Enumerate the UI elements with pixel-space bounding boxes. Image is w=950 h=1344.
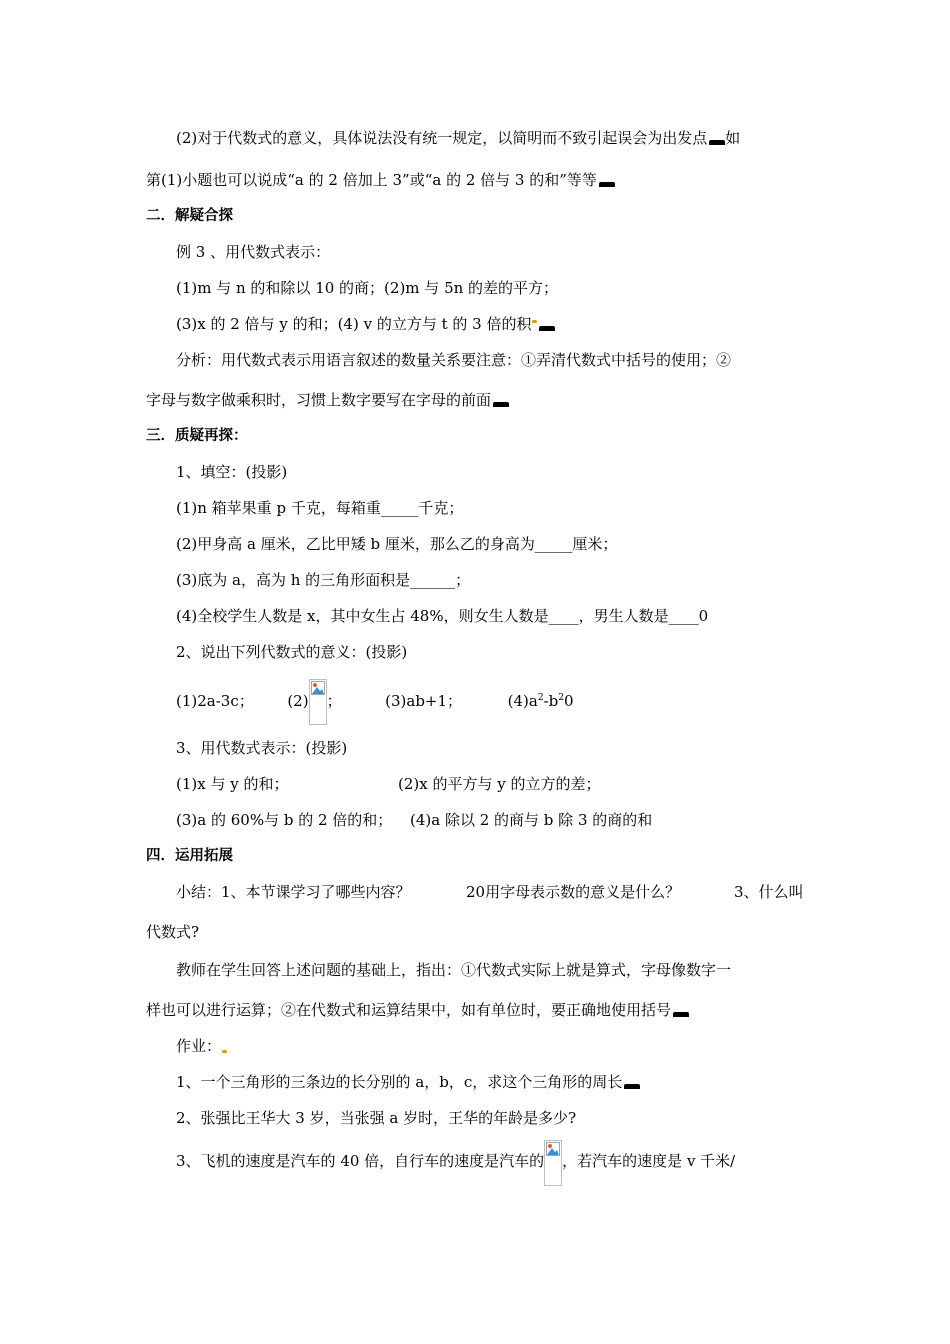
broken-image-icon — [544, 1140, 562, 1186]
teacher-line1: 教师在学生回答上述问题的基础上，指出：①代数式实际上就是算式，字母像数字一 — [176, 961, 732, 979]
paragraph-mark-icon — [599, 182, 615, 187]
example3-item2 — [176, 314, 836, 334]
example3-item1: (1)m 与 n 的和除以 10 的商；(2)m 与 5n 的差的平方； — [176, 279, 559, 297]
homework-item1-text: 1、一个三角形的三条边的长分别的 a，b，c，求这个三角形的周长 — [176, 1073, 623, 1091]
homework-item3-part2: ，若汽车的速度是 v 千米/ — [562, 1152, 736, 1170]
paragraph-mark-icon — [709, 140, 725, 145]
q1-item4: (4)全校学生人数是 x，其中女生占 48%，则女生人数是____，男生人数是____0 — [176, 607, 709, 625]
paragraph-mark-icon — [624, 1084, 640, 1089]
q2-item1: (1)2a-3c； — [176, 692, 254, 710]
q3-item2: (2)x 的平方与 y 的立方的差； — [398, 775, 601, 793]
q2-item2-tail: ； — [326, 692, 342, 710]
analysis-line2 — [146, 390, 806, 410]
edit-mark-icon — [222, 1050, 227, 1053]
para1-line2 — [146, 170, 806, 190]
summary-line2: 代数式? — [146, 923, 200, 941]
q2-item4-sup1: 2 — [537, 693, 544, 703]
q3-item1: (1)x 与 y 的和； — [176, 775, 289, 793]
q2-title: 2、说出下列代数式的意义：(投影) — [176, 643, 408, 661]
section2-heading: 二．解疑合探 — [146, 208, 233, 224]
summary-part1: 小结：1、本节课学习了哪些内容？ — [176, 883, 411, 901]
homework-item2: 2、张强比王华大 3 岁，当张强 a 岁时，王华的年龄是多少? — [176, 1109, 577, 1127]
para1-line2-text: 第(1)小题也可以说成“a 的 2 倍加上 3”或“a 的 2 倍与 3 的和”等等 — [146, 171, 597, 189]
q2-items — [176, 672, 836, 724]
q3-item3: (3)a 的 60%与 b 的 2 倍的和； — [176, 811, 393, 829]
q3-item4: (4)a 除以 2 的商与 b 除 3 的商的和 — [410, 811, 653, 829]
q2-item4-mid: -b — [543, 692, 559, 710]
q1-title: 1、填空：(投影) — [176, 463, 288, 481]
summary-part2: 20用字母表示数的意义是什么？ — [466, 883, 681, 901]
q3-title: 3、用代数式表示：(投影) — [176, 739, 348, 757]
q2-item3: (3)ab+1； — [385, 692, 463, 710]
q2-item4 — [508, 692, 574, 710]
para1-line1-tail: 如 — [725, 129, 741, 147]
broken-image-icon — [309, 679, 327, 725]
paragraph-mark-icon — [673, 1012, 689, 1017]
example3-item2-text: (3)x 的 2 倍与 y 的和；(4) v 的立方与 t 的 3 倍的积 — [176, 315, 532, 333]
q2-item2-label: (2) — [287, 692, 309, 710]
teacher-line2-text: 样也可以进行运算；②在代数式和运算结果中，如有单位时，要正确地使用括号 — [146, 1001, 672, 1019]
homework-item3 — [176, 1140, 836, 1192]
q1-item1: (1)n 箱苹果重 p 千克，每箱重_____千克； — [176, 499, 464, 517]
homework-item3-part1: 3、飞机的速度是汽车的 40 倍，自行车的速度是汽车的 — [176, 1152, 545, 1170]
q1-item3: (3)底为 a，高为 h 的三角形面积是______； — [176, 571, 471, 589]
analysis-line1: 分析：用代数式表示用语言叙述的数量关系要注意：①弄清代数式中括号的使用；② — [176, 351, 732, 369]
paragraph-mark-icon — [539, 326, 555, 331]
analysis-line2-text: 字母与数字做乘积时，习惯上数字要写在字母的前面 — [146, 391, 492, 409]
para1-line1-text: (2)对于代数式的意义，具体说法没有统一规定，以简明而不致引起误会为出发点 — [176, 129, 708, 147]
edit-mark-icon — [532, 320, 537, 323]
summary-part3: 3、什么叫 — [734, 883, 804, 901]
example3-title: 例 3 、用代数式表示： — [176, 243, 331, 261]
homework-item1 — [176, 1072, 836, 1092]
q2-item4-sup2: 2 — [558, 693, 564, 703]
q1-item2: (2)甲身高 a 厘米，乙比甲矮 b 厘米，那么乙的身高为_____厘米； — [176, 535, 618, 553]
teacher-line2 — [146, 1000, 806, 1020]
homework-title — [176, 1036, 836, 1056]
summary-line1 — [176, 882, 806, 902]
q2-item4-end: 0 — [563, 692, 574, 710]
paragraph-mark-icon — [493, 402, 509, 407]
section4-heading: 四．运用拓展 — [146, 848, 233, 864]
para1-line1 — [176, 128, 836, 148]
q3-row1 — [176, 774, 836, 794]
homework-title-text: 作业： — [176, 1037, 222, 1055]
q3-row2 — [176, 810, 836, 830]
q2-item4-pre: (4)a — [507, 692, 538, 710]
section3-heading: 三．质疑再探： — [146, 428, 248, 444]
